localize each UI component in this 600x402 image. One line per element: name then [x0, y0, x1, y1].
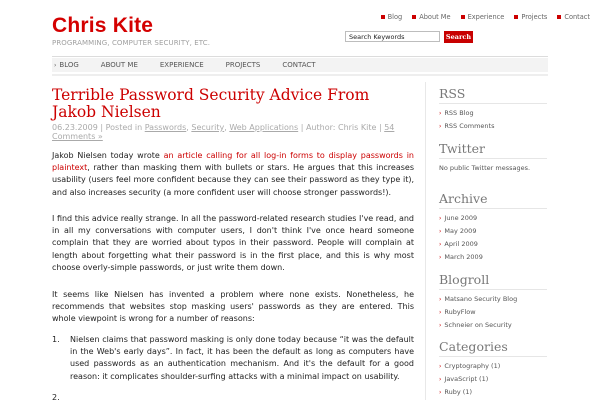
chevron-right-icon: › [439, 122, 442, 130]
sidebar-heading-archive: Archive [439, 191, 488, 206]
top-link-blog[interactable] [381, 13, 403, 21]
list-number: 2. [52, 393, 60, 402]
chevron-right-icon: › [439, 240, 442, 248]
sidebar-link-label: RubyFlow [444, 308, 476, 316]
list-item-text: Nielsen claims that password masking is only done today because “it was the default in the Web's early days”. In fact, it has been the default as long as computers have used passwords as an authentication mechanism. And it's the default for a good reason: it complicates shoulder-surfing attacks with a minimal impact on usability. [70, 335, 414, 381]
nav-bottom-rule [52, 74, 548, 76]
archive-link-june-2009[interactable] [439, 214, 477, 222]
sidebar-link-label: RSS Blog [444, 109, 474, 117]
top-link-projects[interactable] [514, 13, 547, 21]
chevron-right-icon: › [439, 308, 442, 316]
category-link-passwords[interactable]: Passwords [144, 123, 187, 132]
chevron-right-icon: › [54, 61, 57, 69]
sidebar-link-label: Cryptography (1) [444, 362, 501, 370]
sidebar-rule [439, 158, 547, 159]
chevron-right-icon: › [439, 388, 442, 396]
sidebar-heading-categories: Categories [439, 339, 508, 354]
top-link-label: Blog [387, 13, 403, 21]
article-link[interactable]: an article calling for all log-in forms to display passwords in plaintext [52, 151, 414, 173]
square-bullet-icon [461, 15, 465, 19]
post-paragraph-3: It seems like Nielsen has invented a problem where none exists. Nonetheless, he recommends that websites stop masking users' passwords as they are entered. This whole viewpoint is wrong for a number of reasons: [52, 290, 414, 324]
post-meta: 06.23.2009 | Posted in Passwords, Security, Web Applications | Author: Chris Kite | 54 Comments » [52, 123, 395, 141]
nav-item-about-me[interactable] [90, 58, 149, 72]
nav-item-label: EXPERIENCE [159, 61, 204, 69]
sidebar-heading-rss: RSS [439, 86, 466, 101]
post-date: 06.23.2009 | Posted in [52, 123, 143, 132]
archive-link-march-2009[interactable] [439, 253, 483, 261]
category-link-security[interactable]: Security [191, 123, 225, 132]
nav-item-projects[interactable] [215, 58, 272, 72]
square-bullet-icon [557, 15, 561, 19]
sidebar-link-rss-blog[interactable] [439, 109, 474, 117]
chevron-right-icon: › [439, 321, 442, 329]
nav-item-blog[interactable] [52, 58, 90, 72]
list-item [52, 334, 414, 383]
chevron-right-icon: › [439, 214, 442, 222]
sidebar-link-label: RSS Comments [444, 122, 495, 130]
sidebar-rule [439, 289, 547, 290]
category-link-web-applications[interactable]: Web Applications [229, 123, 299, 132]
sidebar-link-label: May 2009 [444, 227, 477, 235]
nav-top-divider [52, 56, 548, 57]
top-link-label: About Me [419, 13, 451, 21]
nav-item-contact[interactable] [271, 58, 326, 72]
top-links [381, 13, 590, 21]
nav-item-label: PROJECTS [225, 61, 261, 69]
sidebar-rule [439, 103, 547, 104]
category-link-javascript[interactable] [439, 375, 488, 383]
chevron-right-icon: › [439, 227, 442, 235]
sidebar-link-label: June 2009 [444, 214, 478, 222]
square-bullet-icon [514, 15, 518, 19]
chevron-right-icon: › [439, 253, 442, 261]
chevron-right-icon: › [439, 109, 442, 117]
list-number: 1. [52, 335, 60, 344]
square-bullet-icon [381, 15, 385, 19]
sidebar-heading-blogroll: Blogroll [439, 272, 490, 287]
main-nav [52, 58, 548, 72]
blogroll-link-schneier[interactable] [439, 321, 512, 329]
sidebar-link-label: JavaScript (1) [444, 375, 489, 383]
blogroll-link-rubyflow[interactable] [439, 308, 476, 316]
chevron-right-icon: › [439, 375, 442, 383]
comments-link[interactable]: 54 Comments » [52, 123, 395, 141]
category-link-ruby[interactable] [439, 388, 472, 396]
top-link-about-me[interactable] [412, 13, 450, 21]
top-link-contact[interactable] [557, 13, 590, 21]
sidebar-rule [439, 356, 547, 357]
top-link-experience[interactable] [461, 13, 505, 21]
sidebar-link-label: April 2009 [444, 240, 478, 248]
site-title[interactable]: Chris Kite [52, 14, 154, 37]
paragraph-text: , rather than masking them with bullets or stars. He argues that this increases usability (users feel more confident because they can see their password as they type it), and also increases security (a more confident user will choose stronger passwords!). [52, 163, 414, 197]
sidebar-link-label: Matsano Security Blog [444, 295, 518, 303]
post-author: | Author: Chris Kite | [300, 123, 382, 132]
nav-item-experience[interactable] [149, 58, 215, 72]
sidebar-link-rss-comments[interactable] [439, 122, 494, 130]
nav-item-label: CONTACT [282, 61, 316, 69]
sidebar-link-label: Schneier on Security [444, 321, 512, 329]
blogroll-link-matsano[interactable] [439, 295, 517, 303]
top-link-label: Experience [467, 13, 505, 21]
post-paragraph-1 [52, 150, 414, 199]
search-button[interactable]: Search [445, 33, 472, 41]
chevron-right-icon: › [439, 295, 442, 303]
paragraph-text: Jakob Nielsen today wrote [52, 151, 164, 160]
sidebar-divider [425, 82, 426, 400]
sidebar-link-label: Ruby (1) [444, 388, 472, 396]
category-link-cryptography[interactable] [439, 362, 500, 370]
nav-item-label: ABOUT ME [100, 61, 138, 69]
post-title[interactable]: Terrible Password Security Advice From Jakob Nielsen [52, 86, 370, 121]
twitter-status-text: No public Twitter messages. [439, 164, 531, 172]
archive-link-april-2009[interactable] [439, 240, 478, 248]
archive-link-may-2009[interactable] [439, 227, 476, 235]
top-link-label: Projects [521, 13, 548, 21]
site-tagline: PROGRAMMING, COMPUTER SECURITY, ETC. [52, 39, 211, 47]
nav-item-label: BLOG [59, 61, 79, 69]
sidebar-rule [439, 208, 547, 209]
top-link-label: Contact [564, 13, 590, 21]
sidebar-link-label: March 2009 [444, 253, 483, 261]
square-bullet-icon [412, 15, 416, 19]
sidebar-heading-twitter: Twitter [439, 141, 486, 156]
chevron-right-icon: › [439, 362, 442, 370]
search-input[interactable] [345, 31, 440, 42]
post-paragraph-2: I find this advice really strange. In all the password-related research studies I've read, and in all my conversations with computer users, I don't think I've once heard someone complain that they are worried about typos in their password. People will complain at length about forgetting what their password is in the first place, and this is why most choose overly-simple passwords, or just write them down. [52, 214, 414, 272]
